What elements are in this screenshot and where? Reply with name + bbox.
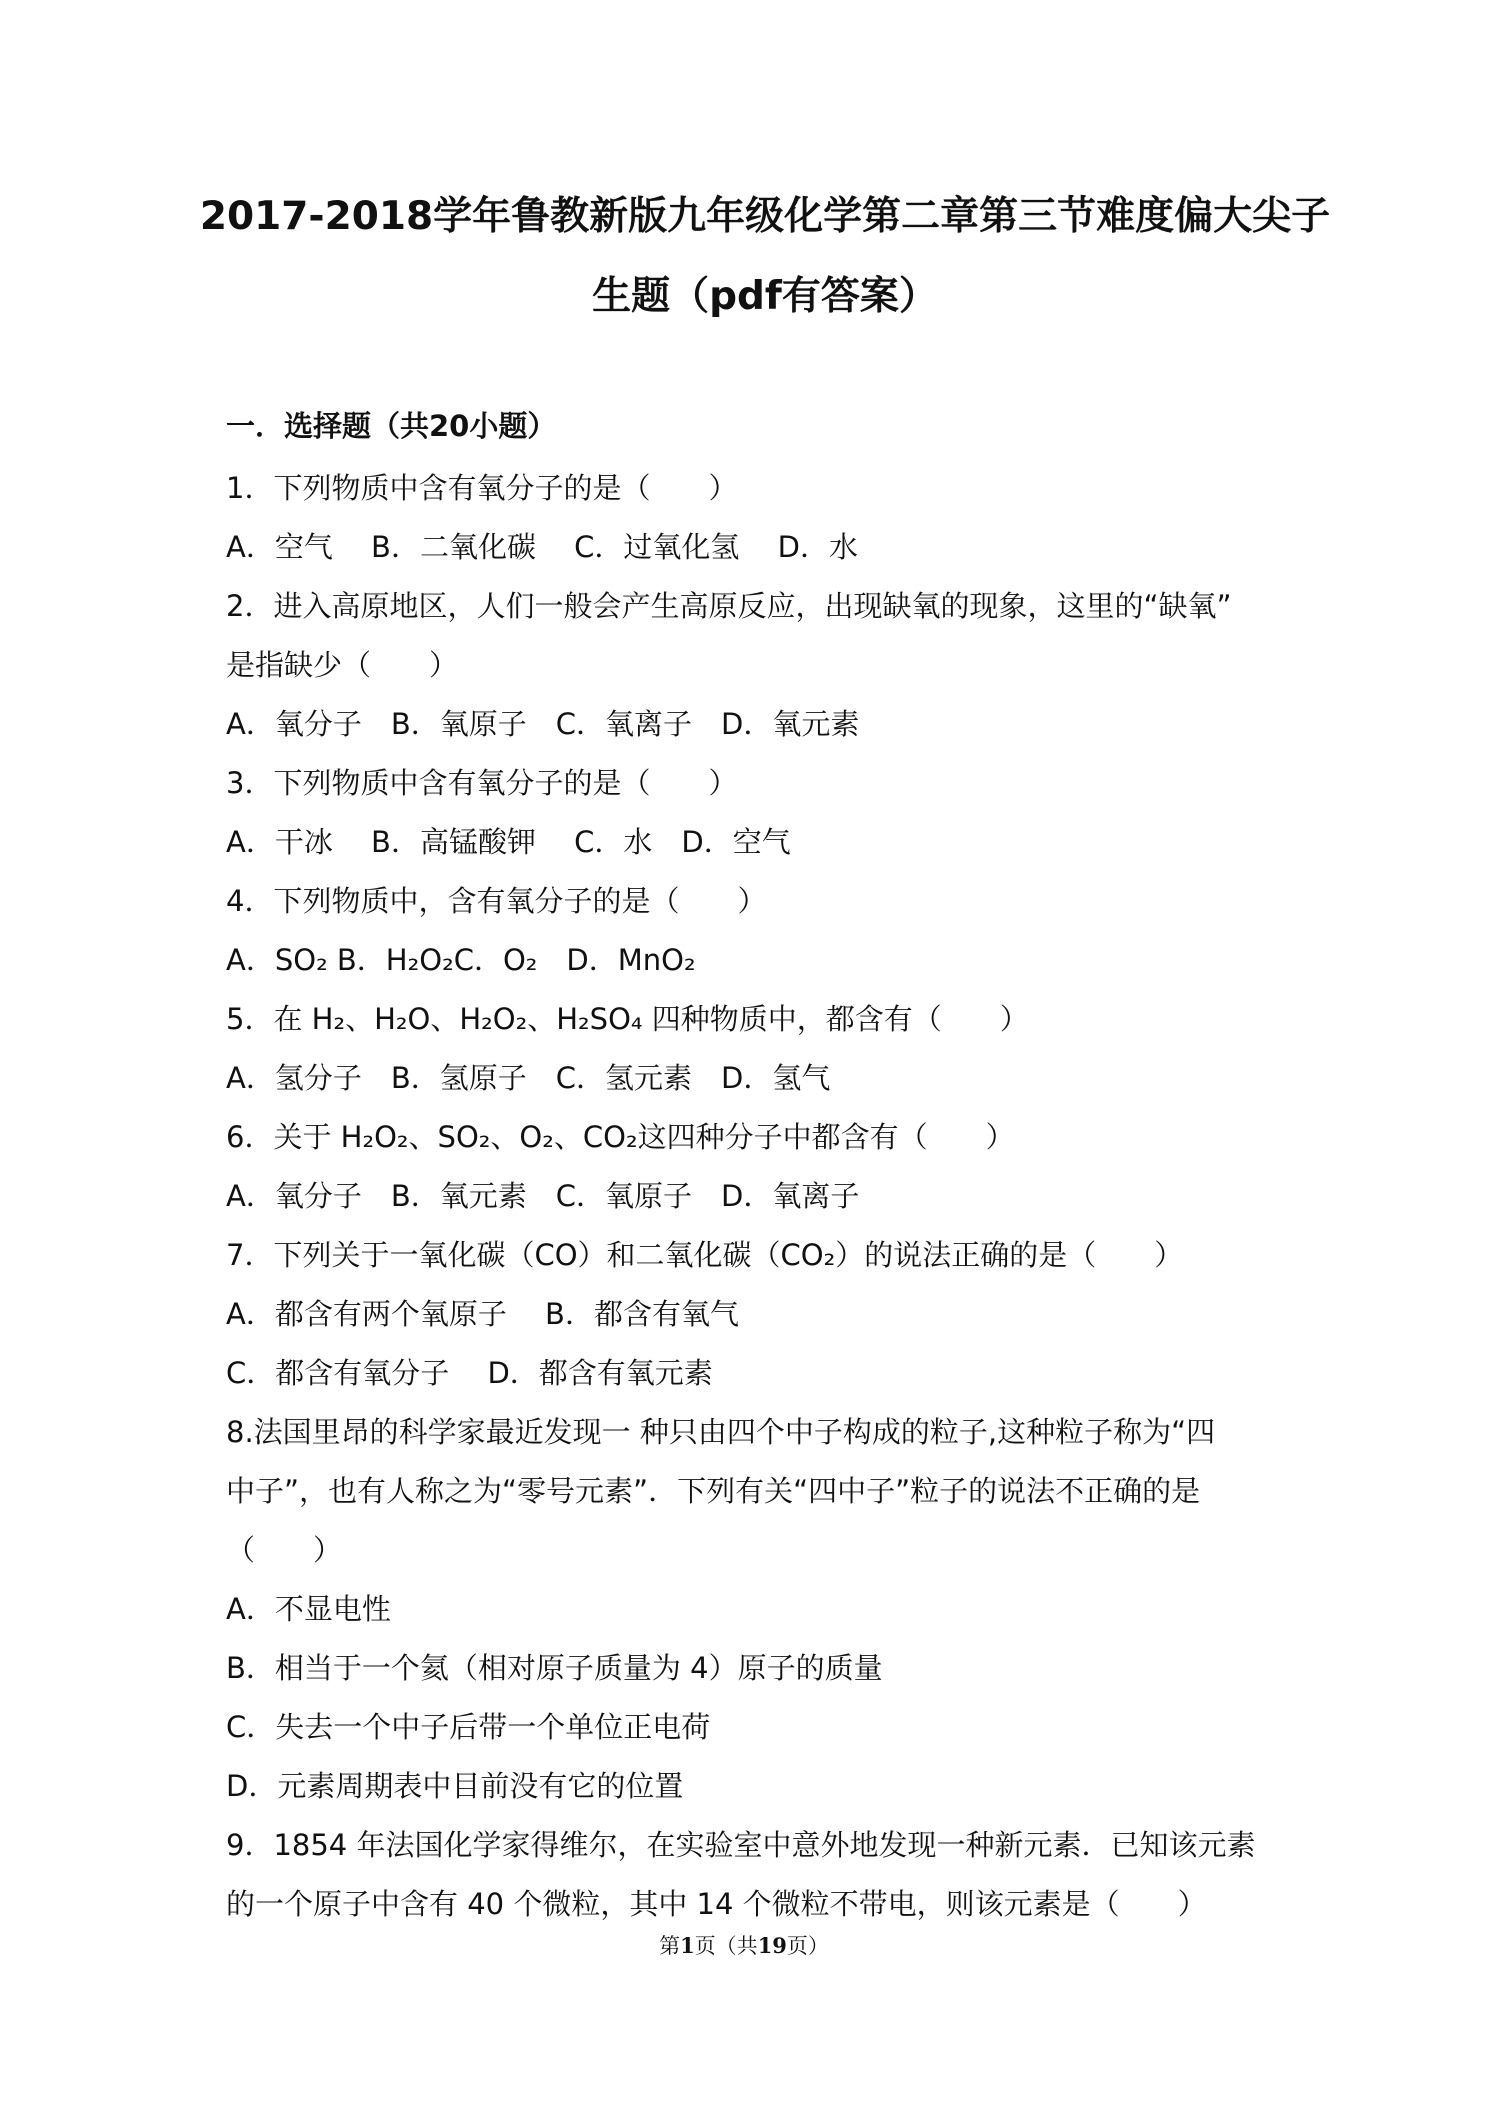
footer-suffix: 页） [786,1934,829,1958]
text-line: 的一个原子中含有 40 个微粒，其中 14 个微粒不带电，则该元素是（ ） [226,1887,1207,1921]
footer-prefix: 第 [659,1934,681,1958]
question-body [226,459,1266,1934]
page-footer [0,1932,1488,1960]
text-line: A．都含有两个氧原子 B．都含有氧气 [226,1297,739,1331]
text-line: 是指缺少（ ） [226,648,459,682]
text-line: （ ） [226,1533,343,1567]
text-line: 6．关于 H₂O₂、SO₂、O₂、CO₂这四种分子中都含有（ ） [226,1120,1015,1154]
text-line: A．氢分子 B．氢原子 C．氢元素 D．氢气 [226,1061,831,1095]
text-line: C．失去一个中子后带一个单位正电荷 [226,1710,711,1744]
footer-middle: 页（共 [694,1934,758,1958]
text-line: A．氧分子 B．氧原子 C．氧离子 D．氧元素 [226,707,860,741]
document-title-line-2: 生题（pdf有答案） [592,274,938,319]
text-line: B．相当于一个氦（相对原子质量为 4）原子的质量 [226,1651,883,1685]
text-line: 5．在 H₂、H₂O、H₂O₂、H₂SO₄ 四种物质中，都含有（ ） [226,1002,1029,1036]
text-line: 7．下列关于一氧化碳（CO）和二氧化碳（CO₂）的说法正确的是（ ） [226,1238,1184,1272]
text-line: A．氧分子 B．氧元素 C．氧原子 D．氧离子 [226,1179,860,1213]
text-line: A．不显电性 [226,1592,391,1626]
text-line: D．元素周期表中目前没有它的位置 [226,1769,684,1803]
text-line: 2．进入高原地区，人们一般会产生高原反应，出现缺氧的现象，这里的“缺氧” [226,589,1232,623]
text-line: 3．下列物质中含有氧分子的是（ ） [226,766,738,800]
text-line: 9．1854 年法国化学家得维尔，在实验室中意外地发现一种新元素．已知该元素 [226,1828,1256,1862]
text-line: C．都含有氧分子 D．都含有氧元素 [226,1356,713,1390]
text-line: A．SO₂ B．H₂O₂C．O₂ D．MnO₂ [226,943,696,977]
text-line: 1．下列物质中含有氧分子的是（ ） [226,471,738,505]
text-line: A．干冰 B．高锰酸钾 C．水 D．空气 [226,825,791,859]
section-heading: 一．选择题（共20小题） [226,409,557,443]
text-line: 4．下列物质中，含有氧分子的是（ ） [226,884,767,918]
text-line: 8.法国里昂的科学家最近发现一 种只由四个中子构成的粒子,这种粒子称为“四 [226,1415,1216,1449]
page-total: 19 [757,1933,787,1958]
document-title-line-1: 2017-2018学年鲁教新版九年级化学第二章第三节难度偏大尖子 [199,194,1331,239]
text-line: 中子”，也有人称之为“零号元素”．下列有关“四中子”粒子的说法不正确的是 [226,1474,1201,1508]
page-number: 1 [680,1933,695,1958]
text-line: A．空气 B．二氧化碳 C．过氧化氢 D．水 [226,530,858,564]
